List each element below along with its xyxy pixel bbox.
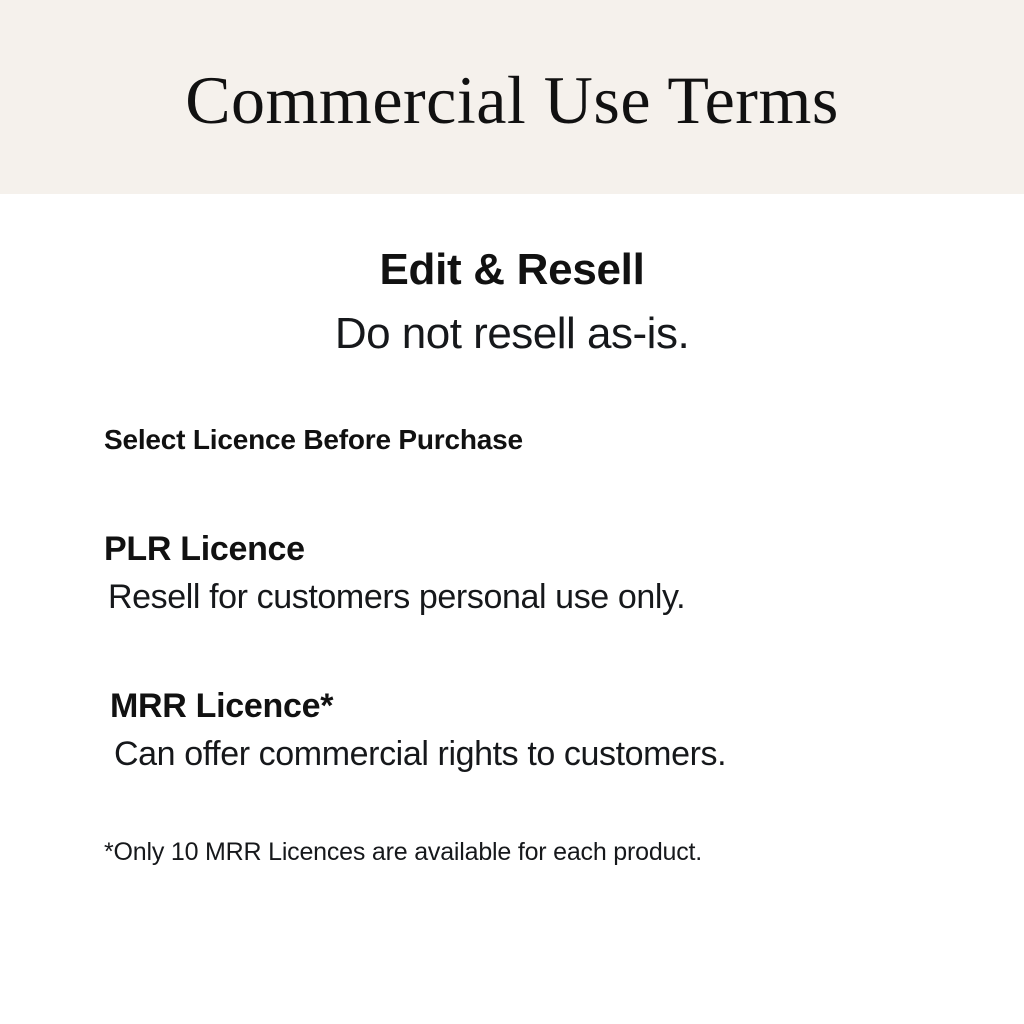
header-band	[0, 0, 1024, 194]
licence-item-plr	[104, 529, 964, 618]
edit-resell-heading: Edit & Resell	[379, 245, 645, 294]
edit-resell-subheading: Do not resell as-is.	[334, 309, 690, 359]
select-licence-instruction: Select Licence Before Purchase	[104, 424, 523, 456]
licence-description: Resell for customers personal use only.	[108, 577, 686, 616]
licence-description: Can offer commercial rights to customers.	[114, 735, 727, 774]
highlight-block	[0, 246, 1024, 361]
mrr-footnote: *Only 10 MRR Licences are available for each product.	[104, 837, 703, 866]
page-title: Commercial Use Terms	[185, 62, 839, 138]
licence-title: MRR Licence*	[110, 687, 334, 726]
terms-body	[0, 194, 1024, 1024]
licence-title: PLR Licence	[104, 529, 305, 568]
licence-details	[0, 423, 1024, 868]
licence-item-mrr	[104, 686, 964, 775]
